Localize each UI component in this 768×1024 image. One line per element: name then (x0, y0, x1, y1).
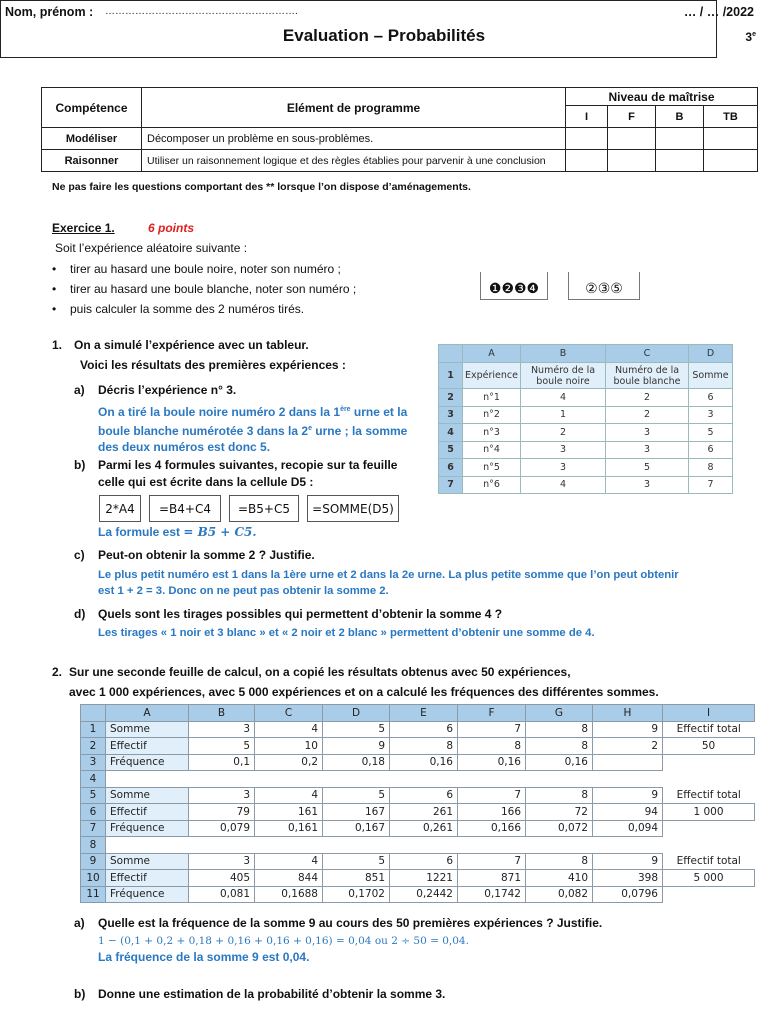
q2a-calc: 1 − (0,1 + 0,2 + 0,18 + 0,16 + 0,16 + 0,16) = 0,04 ou 2 ÷ 50 = 0,04. (98, 935, 469, 947)
col-niveau: Niveau de maîtrise (566, 88, 758, 106)
row-header: 2 (81, 738, 106, 755)
table-cell: 8 (526, 721, 593, 738)
table-row (81, 787, 755, 804)
name-label: Nom, prénom : (5, 5, 94, 19)
row-header: 4 (81, 771, 106, 788)
table-cell: 50 (663, 738, 755, 755)
table-cell: 0,079 (189, 820, 255, 837)
table-cell: 1 000 (663, 804, 755, 821)
table-cell: 261 (390, 804, 458, 821)
row-header: 1 (439, 363, 463, 389)
table-cell: 0,081 (189, 886, 255, 903)
table-cell: 871 (458, 870, 526, 887)
date-field: … / … /2022 (683, 5, 754, 19)
q2a-text: Quelle est la fréquence de la somme 9 au cours des 50 premières expériences ? Justifie. (98, 916, 603, 930)
row-header: 11 (81, 886, 106, 903)
table-cell: n°3 (463, 424, 521, 442)
table-cell: 167 (323, 804, 390, 821)
table-cell: 5 (189, 738, 255, 755)
table-cell (106, 837, 189, 854)
table-cell: Numéro de la boule blanche (606, 363, 689, 389)
column-header: E (390, 705, 458, 722)
table-row (81, 853, 755, 870)
table-cell: Effectif (106, 738, 189, 755)
table-cell: 8 (526, 787, 593, 804)
table-cell: Expérience (463, 363, 521, 389)
class-level-sup: e (752, 31, 756, 38)
table-row (81, 738, 755, 755)
table-cell: 0,166 (458, 820, 526, 837)
table-cell: 9 (323, 738, 390, 755)
table-cell: 5 (606, 459, 689, 477)
table-cell: Effectif total (676, 789, 741, 801)
level-b: B (656, 106, 704, 128)
table-cell: Fréquence (106, 820, 189, 837)
q2b-text: Donne une estimation de la probabilité d’obtenir la somme 3. (98, 987, 446, 1001)
table-cell: 851 (323, 870, 390, 887)
table-row (439, 363, 733, 389)
bullet-item: • puis calculer la somme des 2 numéros tirés. (52, 302, 304, 316)
column-header: B (521, 345, 606, 363)
table-cell: 6 (390, 853, 458, 870)
table-cell: 6 (390, 721, 458, 738)
table-cell: 9 (593, 721, 663, 738)
table-cell: 7 (458, 721, 526, 738)
table-cell (663, 771, 755, 788)
table-cell: 0,261 (390, 820, 458, 837)
column-header: A (463, 345, 521, 363)
table-cell (189, 837, 255, 854)
formula-option: =SOMME(D5) (307, 495, 399, 522)
table-cell: 2 (606, 406, 689, 424)
qb-text: celle qui est écrite dans la cellule D5 : (98, 475, 314, 489)
table-cell (390, 771, 458, 788)
qd-label: d) (74, 607, 86, 621)
grade-cell[interactable] (608, 150, 656, 172)
table-cell: 0,2 (255, 754, 323, 771)
table-cell: 7 (458, 787, 526, 804)
table-cell: 3 (606, 476, 689, 494)
table-cell: 9 (593, 853, 663, 870)
competence-table (41, 87, 758, 172)
table-cell: 72 (526, 804, 593, 821)
q2-number: 2. (52, 665, 63, 679)
table-cell: 8 (458, 738, 526, 755)
q1-number: 1. (52, 338, 63, 352)
qc-text: Peut-on obtenir la somme 2 ? Justifie. (98, 548, 315, 562)
table-cell: 0,2442 (390, 886, 458, 903)
table-cell: 405 (189, 870, 255, 887)
table-cell (593, 837, 663, 854)
table-cell: 0,18 (323, 754, 390, 771)
column-header: F (458, 705, 526, 722)
table-cell: 0,072 (526, 820, 593, 837)
sup: ère (340, 406, 351, 413)
q1-text: Voici les résultats des premières expériences : (80, 358, 346, 372)
level-i: I (566, 106, 608, 128)
column-header: D (689, 345, 733, 363)
table-cell: 0,16 (390, 754, 458, 771)
table-cell: 0,1702 (323, 886, 390, 903)
table-cell (390, 837, 458, 854)
grade-cell[interactable] (704, 150, 758, 172)
row-header: 5 (81, 787, 106, 804)
table-cell: 5 000 (663, 870, 755, 887)
answer-line: urne ; la somme (311, 423, 408, 438)
qa-answer (98, 402, 407, 456)
table-cell (255, 837, 323, 854)
row-header: 3 (81, 754, 106, 771)
qc-answer: est 1 + 2 = 3. Donc on ne peut pas obtenir la somme 2. (98, 585, 389, 597)
column-header: I (663, 705, 755, 722)
table-cell: Fréquence (106, 886, 189, 903)
table-cell: 3 (521, 441, 606, 459)
table-cell (189, 771, 255, 788)
row-header: 1 (81, 721, 106, 738)
table-cell: 7 (689, 476, 733, 494)
table-cell: 4 (255, 787, 323, 804)
table-row (81, 886, 755, 903)
row-header: 5 (439, 441, 463, 459)
table-cell (663, 754, 755, 771)
grade-cell[interactable] (608, 128, 656, 150)
class-level-number: 3 (745, 30, 753, 44)
table-cell: n°1 (463, 389, 521, 407)
row-header: 10 (81, 870, 106, 887)
table-cell: 0,082 (526, 886, 593, 903)
table-cell: 5 (323, 721, 390, 738)
table-row (81, 804, 755, 821)
table-cell: Somme (106, 787, 189, 804)
table-cell (458, 771, 526, 788)
table-cell: 3 (606, 424, 689, 442)
competence-raisonner: Raisonner (42, 150, 142, 172)
qa-text: Décris l’expérience n° 3. (98, 383, 237, 397)
exercise-title: Exercice 1. (52, 221, 115, 235)
qd-answer: Les tirages « 1 noir et 3 blanc » et « 2 noir et 2 blanc » permettent d’obtenir une somme de 4. (98, 627, 595, 639)
col-element: Elément de programme (142, 88, 566, 128)
table-cell: 3 (689, 406, 733, 424)
table-cell: Numéro de la boule noire (521, 363, 606, 389)
table-cell (255, 771, 323, 788)
table-cell: 3 (189, 787, 255, 804)
page-title: Evaluation – Probabilités (282, 26, 486, 45)
column-header: C (606, 345, 689, 363)
table-row (81, 820, 755, 837)
bullet-item: • tirer au hasard une boule noire, noter son numéro ; (52, 262, 341, 276)
qa-label: a) (74, 383, 85, 397)
table-row (81, 771, 755, 788)
qb-label: b) (74, 458, 86, 472)
table-cell (663, 837, 755, 854)
row-header: 9 (81, 853, 106, 870)
table-cell: 2 (593, 738, 663, 755)
row-header: 6 (81, 804, 106, 821)
table-cell (593, 754, 663, 771)
element-modeliser: Décomposer un problème en sous-problèmes. (142, 128, 566, 150)
table-cell (663, 820, 755, 837)
q2a-label: a) (74, 916, 85, 930)
table-cell: 2 (606, 389, 689, 407)
row-header: 6 (439, 459, 463, 477)
table-cell: 8 (390, 738, 458, 755)
table-row (81, 754, 755, 771)
table-cell: 6 (390, 787, 458, 804)
column-header: A (106, 705, 189, 722)
formula-option: =B4+C4 (149, 495, 221, 522)
table-row (439, 406, 733, 424)
table-cell (663, 886, 755, 903)
row-header: 2 (439, 389, 463, 407)
column-header: H (593, 705, 663, 722)
table-row (439, 389, 733, 407)
q1-text: On a simulé l’expérience avec un tableur. (74, 338, 309, 352)
competence-modeliser: Modéliser (42, 128, 142, 150)
table-row (81, 870, 755, 887)
table-cell (526, 771, 593, 788)
table-cell: 0,16 (526, 754, 593, 771)
table-cell: 6 (689, 441, 733, 459)
table-cell (526, 837, 593, 854)
table-cell: 94 (593, 804, 663, 821)
corner-cell (81, 705, 106, 722)
qc-answer: Le plus petit numéro est 1 dans la 1ère urne et 2 dans la 2e urne. La plus petite somme que l’on peut obtenir (98, 569, 679, 581)
table-cell: Effectif (106, 870, 189, 887)
row-header: 4 (439, 424, 463, 442)
q2-text: avec 1 000 expériences, avec 5 000 expériences et on a calculé les fréquences des différentes sommes. (69, 685, 659, 699)
answer-line: des deux numéros est donc 5. (98, 440, 271, 454)
sup: e (308, 424, 312, 432)
table-cell: 79 (189, 804, 255, 821)
black-balls-urn: ❶❷❸❹ (480, 272, 548, 300)
answer-line: boule blanche numérotée 3 dans la 2 (98, 423, 309, 438)
table-cell: Somme (106, 853, 189, 870)
table-cell: n°4 (463, 441, 521, 459)
table-row (81, 837, 755, 854)
column-header: D (323, 705, 390, 722)
table-cell: 0,167 (323, 820, 390, 837)
bullet-item: • tirer au hasard une boule blanche, noter son numéro ; (52, 282, 356, 296)
table-cell: 0,094 (593, 820, 663, 837)
table-cell: 4 (521, 476, 606, 494)
table-row (439, 441, 733, 459)
row-header: 8 (81, 837, 106, 854)
table-cell: 4 (255, 853, 323, 870)
table-cell: 166 (458, 804, 526, 821)
table-cell: 0,161 (255, 820, 323, 837)
grade-cell[interactable] (656, 128, 704, 150)
experiment-spreadsheet (438, 344, 733, 494)
table-cell: 2 (521, 424, 606, 442)
table-cell (593, 771, 663, 788)
qb-answer (98, 525, 257, 539)
table-cell: 4 (521, 389, 606, 407)
table-cell (106, 771, 189, 788)
white-balls-urn: ②③⑤ (568, 272, 640, 300)
table-cell: n°2 (463, 406, 521, 424)
answer-math: = B5 + C5. (183, 525, 257, 539)
grade-cell[interactable] (566, 150, 608, 172)
table-cell (323, 837, 390, 854)
table-cell: 8 (526, 738, 593, 755)
table-cell: 8 (526, 853, 593, 870)
table-cell: 0,1688 (255, 886, 323, 903)
table-cell: Somme (689, 363, 733, 389)
class-level (745, 30, 756, 44)
table-cell: 844 (255, 870, 323, 887)
table-cell: 410 (526, 870, 593, 887)
table-cell: 3 (189, 853, 255, 870)
table-cell (458, 837, 526, 854)
table-cell: 6 (689, 389, 733, 407)
qb-text: Parmi les 4 formules suivantes, recopie sur ta feuille (98, 458, 398, 472)
table-cell: 8 (689, 459, 733, 477)
header-box (0, 0, 756, 58)
grade-cell[interactable] (656, 150, 704, 172)
exercise-points: 6 points (148, 221, 195, 235)
table-cell: 0,1742 (458, 886, 526, 903)
table-cell: Effectif total (676, 855, 741, 867)
level-tb: TB (704, 106, 758, 128)
qd-text: Quels sont les tirages possibles qui permettent d’obtenir la somme 4 ? (98, 607, 503, 621)
q2a-answer: La fréquence de la somme 9 est 0,04. (98, 950, 310, 964)
table-cell: Somme (106, 721, 189, 738)
table-cell: 1 (521, 406, 606, 424)
q2b-label: b) (74, 987, 86, 1001)
table-cell: n°5 (463, 459, 521, 477)
formula-option: 2*A4 (99, 495, 141, 522)
table-cell: Effectif (106, 804, 189, 821)
row-header: 7 (439, 476, 463, 494)
exercise-intro: Soit l’expérience aléatoire suivante : (55, 241, 248, 255)
table-cell: n°6 (463, 476, 521, 494)
table-cell: 5 (323, 853, 390, 870)
col-competence: Compétence (42, 88, 142, 128)
name-field[interactable]: …………………………………………………. (105, 6, 298, 17)
table-cell: 10 (255, 738, 323, 755)
grade-cell[interactable] (704, 128, 758, 150)
table-row (439, 476, 733, 494)
table-cell: 0,1 (189, 754, 255, 771)
frequency-spreadsheet (80, 704, 755, 903)
table-cell: 4 (255, 721, 323, 738)
row-header: 3 (439, 406, 463, 424)
table-cell: Effectif total (676, 723, 741, 736)
q2-text: Sur une seconde feuille de calcul, on a copié les résultats obtenus avec 50 expériences, (69, 665, 571, 679)
answer-prefix: La formule est (98, 525, 184, 539)
table-cell: 0,0796 (593, 886, 663, 903)
table-cell: 3 (521, 459, 606, 477)
grade-cell[interactable] (566, 128, 608, 150)
table-row (439, 424, 733, 442)
column-header: G (526, 705, 593, 722)
table-cell (323, 771, 390, 788)
table-cell: 3 (606, 441, 689, 459)
table-cell: 398 (593, 870, 663, 887)
table-row (439, 459, 733, 477)
row-header: 7 (81, 820, 106, 837)
column-header: C (255, 705, 323, 722)
qc-label: c) (74, 548, 85, 562)
answer-line: On a tiré la boule noire numéro 2 dans la 1 (98, 405, 341, 419)
table-cell: 5 (689, 424, 733, 442)
formula-option: =B5+C5 (229, 495, 299, 522)
level-f: F (608, 106, 656, 128)
note: Ne pas faire les questions comportant des ** lorsque l’on dispose d’aménagements. (52, 181, 471, 193)
table-cell: 0,16 (458, 754, 526, 771)
table-row (81, 721, 755, 738)
table-cell: Fréquence (106, 754, 189, 771)
table-cell: 9 (593, 787, 663, 804)
column-header: B (189, 705, 255, 722)
table-cell: 1221 (390, 870, 458, 887)
corner-cell (439, 345, 463, 363)
element-raisonner: Utiliser un raisonnement logique et des règles établies pour parvenir à une conclusion (142, 150, 566, 172)
table-cell: 3 (189, 721, 255, 738)
table-cell: 161 (255, 804, 323, 821)
table-cell: 5 (323, 787, 390, 804)
answer-line: urne et la (350, 405, 408, 419)
table-cell: 7 (458, 853, 526, 870)
